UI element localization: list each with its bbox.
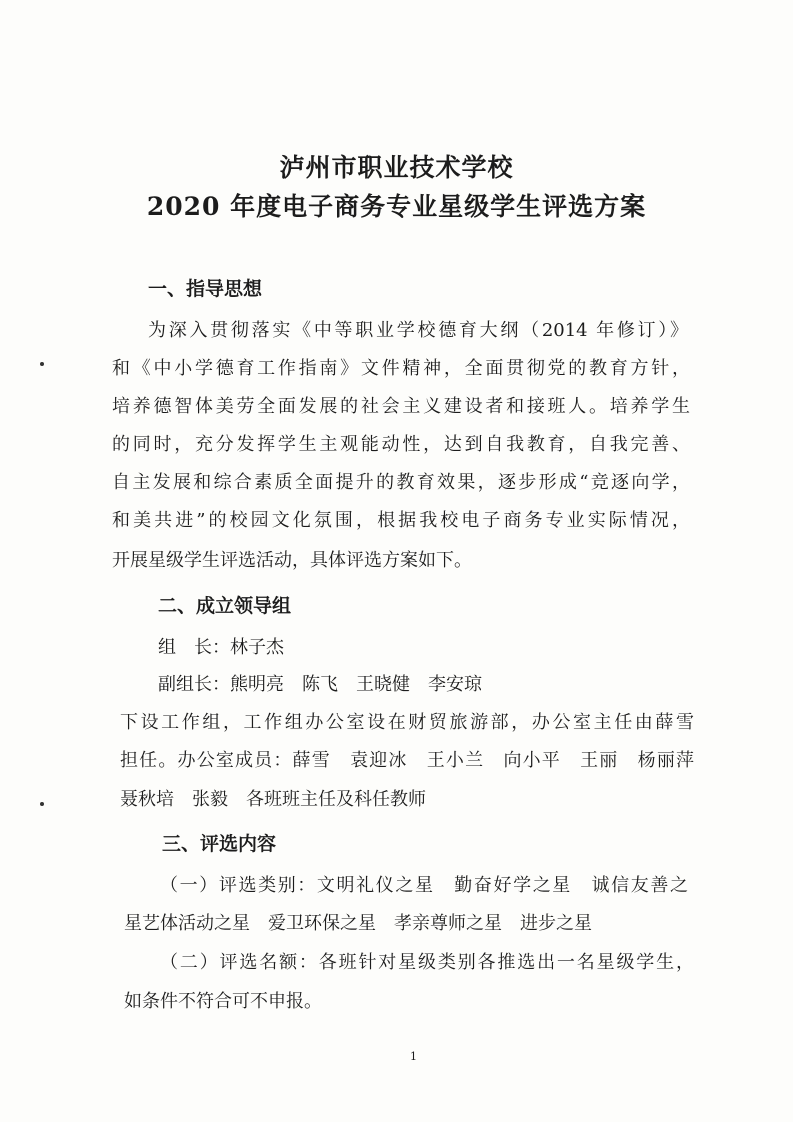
selection-quota-line: 如条件不符合可不申报。: [124, 991, 322, 1012]
paragraph-line: 培养德智体美劳全面发展的社会主义建设者和接班人。培养学生: [112, 396, 690, 417]
paragraph-line: 和美共进”的校园文化氛围，根据我校电子商务专业实际情况，: [112, 510, 690, 531]
selection-category-line: （一）评选类别：文明礼仪之星 勤奋好学之星 诚信友善之: [160, 875, 688, 896]
section-heading-selection-content: 三、评选内容: [162, 833, 277, 855]
paragraph-line: 为深入贯彻落实《中等职业学校德育大纲（2014 年修订）》: [148, 320, 688, 341]
office-members-line: 聂秋培 张毅 各班班主任及科任教师: [120, 789, 426, 810]
office-members-line: 担任。办公室成员：薛雪 袁迎冰 王小兰 向小平 王丽 杨丽萍: [120, 750, 694, 771]
scan-dot: [40, 802, 44, 806]
scan-dot: [40, 362, 44, 366]
document-title-plan: 2020 年度电子商务专业星级学生评选方案: [146, 192, 647, 221]
page-number: 1: [410, 1050, 417, 1063]
document-title-school: 泸州市职业技术学校: [279, 153, 514, 182]
team-leader-line: 组 长：林子杰: [158, 637, 284, 658]
paragraph-line: 自主发展和综合素质全面提升的教育效果，逐步形成“竞逐向学，: [112, 472, 690, 493]
section-heading-leadership-group: 二、成立领导组: [158, 595, 292, 617]
section-heading-guiding-ideology: 一、指导思想: [148, 278, 263, 300]
paragraph-line: 和《中小学德育工作指南》文件精神，全面贯彻党的教育方针，: [112, 358, 690, 379]
paragraph-line: 开展星级学生评选活动，具体评选方案如下。: [112, 550, 472, 571]
paragraph-line: 的同时，充分发挥学生主观能动性，达到自我教育，自我完善、: [112, 434, 690, 455]
deputy-leader-line: 副组长：熊明亮 陈飞 王晓健 李安琼: [158, 674, 482, 695]
selection-category-line: 星艺体活动之星 爱卫环保之星 孝亲尊师之星 进步之星: [124, 913, 592, 934]
paragraph-line: 下设工作组，工作组办公室设在财贸旅游部，办公室主任由薛雪: [120, 712, 694, 733]
selection-quota-line: （二）评选名额：各班针对星级类别各推选出一名星级学生，: [160, 952, 694, 973]
